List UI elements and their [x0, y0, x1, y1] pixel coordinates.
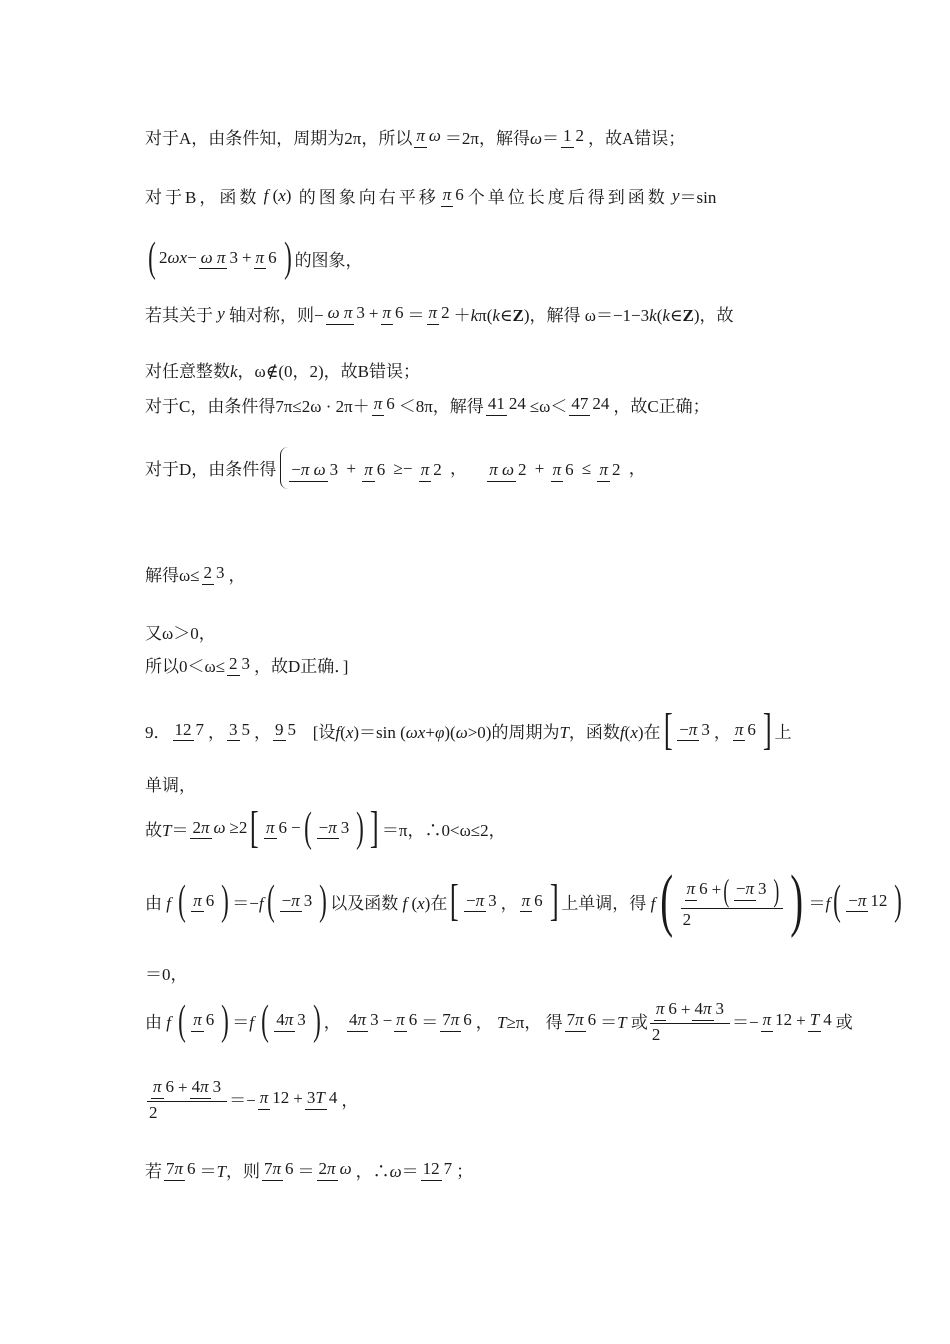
line-3: ( 2ωx− ω π 3 + π 6 ) 的图象， — [148, 235, 363, 281]
line-10: 所以0＜ω≤ 2 3 ，故D正确．] — [145, 654, 349, 676]
line-8: 解得ω≤ 2 3 ， — [145, 563, 246, 585]
line-7: 对于D，由条件得 −π ω 3 + π 6 ≥− π 2 ， π ω 2 + π 6 ≤ π 2 ， — [145, 447, 646, 489]
line-14: 由 f ( π 6 ) ＝−f ( −π 3 ) 以及函数 f (x)在 [ −π 3 ， π 6 ] 上单调，得 f ( π 6 + ( −π 3 ) 2 ) ＝f ( −π 12 ) — [145, 862, 903, 939]
line-1: 对于A，由条件知，周期为2π，所以 π ω ＝2π，解得ω＝ 1 2 ，故A错误； — [145, 126, 686, 148]
line-13: 故T＝ 2π ω ≥2 [ π 6 − ( −π 3 ) ] ＝π，∴0<ω≤2， — [145, 803, 506, 852]
line-9: 又ω＞0， — [145, 624, 216, 643]
line-12: 单调， — [145, 776, 196, 795]
brace-system: −π ω 3 + π 6 ≥− π 2 ， π ω 2 + π 6 ≤ π 2 ， — [280, 447, 645, 489]
line-11: 9． 12 7 ， 3 5 ， 9 5 [设f(x)＝sin (ωx+φ)(ω>0)的周期为T，函数f(x)在 [ −π 3 ， π 6 ] 上 — [145, 705, 792, 754]
line-17: π 6 + 4π 3 2 ＝− π 12 + 3T 4 ， — [149, 1077, 359, 1122]
line-6: 对于C，由条件得7π≤2ω · 2π＋ π 6 ＜8π，解得 41 24 ≤ω＜ 47 24 ，故C正确； — [145, 394, 710, 416]
line-16: 由 f ( π 6 ) ＝f ( 4π 3 ) ， 4π 3 − π 6 ＝ 7π 6 ， T≥π， 得 7π 6 ＝T 或 π 6 + 4π 3 2 ＝− π 12 + T 4 或 — [145, 997, 853, 1044]
line-2: 对于B，函数 f (x) 的图象向右平移 π 6 个单位长度后得到函数 y ＝sin — [145, 185, 717, 207]
line-18: 若 7π 6 ＝T，则 7π 6 ＝ 2π ω ，∴ω＝ 12 7 ； — [145, 1159, 474, 1181]
line-4: 若其关于 y 轴对称，则− ω π 3 + π 6 ＝ π 2 ＋kπ(k∈Z)，解得 ω＝−1−3k(k∈Z)，故 — [145, 303, 734, 325]
line-5: 对任意整数k，ω∉(0，2)，故B错误； — [145, 362, 420, 381]
line-15: ＝0， — [145, 965, 188, 984]
